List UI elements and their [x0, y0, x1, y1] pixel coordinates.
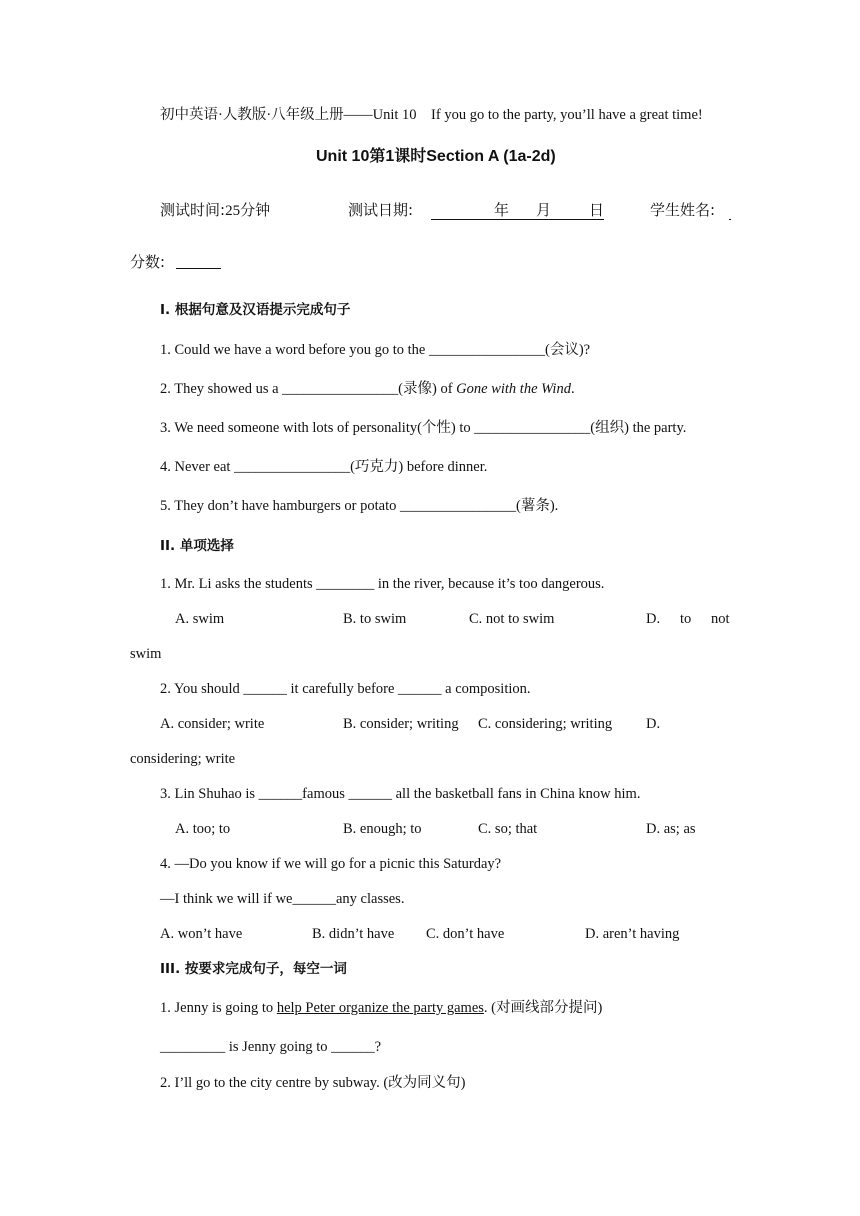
s2-q3-option-a[interactable]: A. too; to: [175, 821, 231, 837]
s2-q2-option-c[interactable]: C. considering; writing: [478, 716, 613, 732]
s2-q3-option-d[interactable]: D. as; as: [646, 821, 696, 837]
s2-q1-option-b[interactable]: B. to swim: [343, 611, 407, 627]
s2-q4-option-d[interactable]: D. aren’t having: [585, 926, 680, 942]
s2-q4-reply-blank: ______: [292, 891, 336, 907]
s1-question-3: 3. We need someone with lots of personality(个性) to ________________(组织) the party.: [160, 420, 687, 436]
s1-q2-end: .: [570, 381, 575, 397]
s2-q2-option-b[interactable]: B. consider; writing: [343, 716, 459, 732]
score-label: 分数:: [130, 253, 166, 271]
s2-q3-option-c[interactable]: C. so; that: [478, 821, 538, 837]
s2-q4-option-a[interactable]: A. won’t have: [160, 926, 243, 942]
s1-question-5: 5. They don’t have hamburgers or potato ________________(薯条).: [160, 498, 559, 514]
s3-q1-underlined-phrase: help Peter organize the party games: [276, 1000, 484, 1016]
test-time: [160, 200, 270, 221]
s2-q1-option-d-continued: swim: [130, 646, 162, 662]
s1-q2-text: 2. They showed us a ________________(录像) of: [160, 381, 457, 397]
s2-q2-option-d-prefix[interactable]: D.: [646, 716, 661, 732]
test-date-field[interactable]: [431, 200, 604, 225]
s3-question-2: 2. I’ll go to the city centre by subway. (改为同义句): [160, 1075, 466, 1091]
section-3-heading: III. 按要求完成句子，每空一词: [160, 961, 347, 977]
s3-q1-text: 1. Jenny is going to: [160, 1000, 277, 1016]
s2-q1-option-d-prefix[interactable]: D.: [646, 611, 661, 627]
page-title: Unit 10第1课时Section A (1a-2d): [316, 148, 556, 165]
s2-q1-option-c[interactable]: C. not to swim: [469, 611, 555, 627]
s2-q4-reply: [160, 889, 404, 909]
s2-q2-option-d-continued: considering; write: [130, 751, 236, 767]
s2-q4-option-b[interactable]: B. didn’t have: [312, 926, 395, 942]
s2-question-1-stem: 1. Mr. Li asks the students ________ in the river, because it’s too dangerous.: [160, 576, 605, 592]
test-time-label: 测试时间:: [160, 201, 226, 219]
student-name-field[interactable]: [729, 200, 731, 220]
month-label: 月: [536, 201, 552, 219]
s2-q1-option-a[interactable]: A. swim: [175, 611, 225, 627]
day-label: 日: [589, 201, 605, 219]
s2-q3-option-b[interactable]: B. enough; to: [343, 821, 422, 837]
test-time-value: 25: [225, 203, 241, 219]
score-field[interactable]: [176, 251, 221, 269]
s2-question-2-stem: 2. You should ______ it carefully before ______ a composition.: [160, 681, 531, 697]
s1-question-2: [160, 379, 575, 399]
s3-q1-instruction: . (对画线部分提问): [483, 1000, 603, 1016]
s3-question-1: [160, 998, 602, 1018]
s1-q2-film-title: Gone with the Wind: [456, 381, 571, 397]
s2-q1-option-d-word-1: to: [680, 611, 692, 627]
s3-q1-answer-line: _________ is Jenny going to ______?: [160, 1039, 382, 1055]
s1-question-1: 1. Could we have a word before you go to the ________________(会议)?: [160, 342, 591, 358]
s2-q4-option-c[interactable]: C. don’t have: [426, 926, 505, 942]
section-2-heading: II. 单项选择: [160, 538, 234, 554]
s2-q2-option-a[interactable]: A. consider; write: [160, 716, 265, 732]
s2-q4-reply-start: —I think we will if we: [160, 891, 293, 907]
s1-question-4: 4. Never eat ________________(巧克力) before dinner.: [160, 459, 488, 475]
s2-q1-option-d-word-2: not: [711, 611, 730, 627]
student-name-label: 学生姓名:: [650, 201, 716, 219]
document-header: 初中英语·人教版·八年级上册——Unit 10 If you go to the party, you’ll have a great time!: [160, 107, 703, 123]
s2-q4-reply-end: any classes.: [336, 891, 405, 907]
test-time-unit: 分钟: [240, 201, 271, 219]
s2-question-3-stem: 3. Lin Shuhao is ______famous ______ all the basketball fans in China know him.: [160, 786, 641, 802]
s2-question-4-stem: 4. —Do you know if we will go for a picnic this Saturday?: [160, 856, 502, 872]
test-date-label: 测试日期:: [348, 201, 414, 219]
section-1-heading: I. 根据句意及汉语提示完成句子: [160, 302, 351, 318]
year-label: 年: [494, 201, 510, 219]
